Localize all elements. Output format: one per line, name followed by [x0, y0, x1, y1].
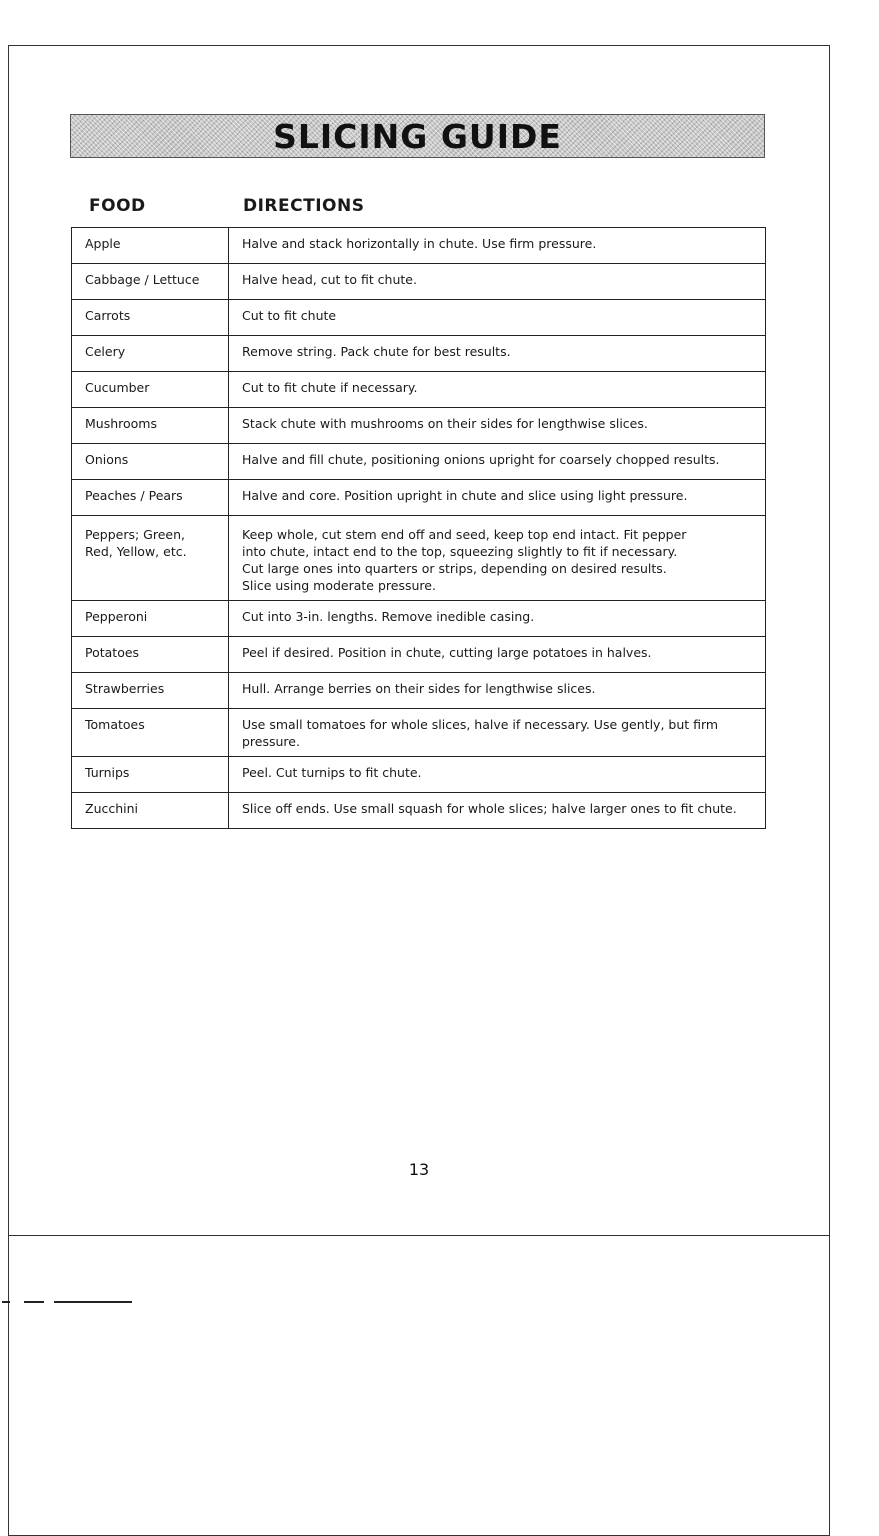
directions-cell: [229, 228, 766, 264]
food-name: Red, Yellow, etc.: [85, 544, 187, 559]
table-row: [72, 757, 766, 793]
direction-text: Cut to fit chute if necessary.: [242, 380, 418, 395]
table-row: [72, 673, 766, 709]
direction-text: Hull. Arrange berries on their sides for lengthwise slices.: [242, 681, 596, 696]
table-row: [72, 228, 766, 264]
food-cell: [72, 601, 229, 637]
direction-text: Peel if desired. Position in chute, cutting large potatoes in halves.: [242, 645, 652, 660]
food-cell: [72, 372, 229, 408]
direction-text: Stack chute with mushrooms on their sides for lengthwise slices.: [242, 416, 648, 431]
food-name: Celery: [85, 344, 126, 359]
direction-text: Halve head, cut to fit chute.: [242, 272, 417, 287]
table-body: [72, 228, 766, 829]
directions-cell: [229, 444, 766, 480]
food-name: Carrots: [85, 308, 131, 323]
food-cell: [72, 300, 229, 336]
food-cell: [72, 444, 229, 480]
food-name: Potatoes: [85, 645, 140, 660]
direction-text: Use small tomatoes for whole slices, halve if necessary. Use gently, but firm pressure.: [242, 717, 719, 749]
page-frame-bottom: [8, 1235, 830, 1236]
table-row: [72, 637, 766, 673]
food-name: Cucumber: [85, 380, 150, 395]
food-name: Apple: [85, 236, 121, 251]
directions-cell: [229, 709, 766, 757]
food-name: Pepperoni: [85, 609, 148, 624]
food-column-header: FOOD: [89, 196, 146, 216]
scan-mark: [54, 1301, 132, 1303]
food-cell: [72, 673, 229, 709]
food-cell: [72, 793, 229, 829]
direction-text: Cut into 3-in. lengths. Remove inedible casing.: [242, 609, 535, 624]
directions-cell: [229, 637, 766, 673]
table-row: [72, 709, 766, 757]
slicing-guide-table: [71, 227, 766, 829]
direction-text: Peel. Cut turnips to fit chute.: [242, 765, 422, 780]
food-cell: [72, 228, 229, 264]
directions-cell: [229, 793, 766, 829]
food-name: Turnips: [85, 765, 130, 780]
table-row: [72, 601, 766, 637]
table-row: [72, 480, 766, 516]
direction-text: Halve and stack horizontally in chute. Use firm pressure.: [242, 236, 597, 251]
food-cell: [72, 709, 229, 757]
directions-cell: [229, 757, 766, 793]
food-cell: [72, 757, 229, 793]
table-row: [72, 444, 766, 480]
direction-text: Cut to fit chute: [242, 308, 337, 323]
directions-cell: [229, 601, 766, 637]
food-cell: [72, 516, 229, 601]
food-name: Zucchini: [85, 801, 139, 816]
food-name: Strawberries: [85, 681, 165, 696]
direction-text: Slice off ends. Use small squash for whole slices; halve larger ones to fit chute.: [242, 801, 737, 816]
page-number: 13: [408, 1160, 430, 1179]
table-row: [72, 336, 766, 372]
page-title: SLICING GUIDE: [273, 116, 562, 156]
directions-cell: [229, 408, 766, 444]
title-banner: [70, 114, 765, 158]
directions-cell: [229, 516, 766, 601]
directions-cell: [229, 480, 766, 516]
food-cell: [72, 480, 229, 516]
direction-text: Halve and fill chute, positioning onions upright for coarsely chopped results.: [242, 452, 720, 467]
table-row: [72, 372, 766, 408]
directions-cell: [229, 673, 766, 709]
scan-mark: [2, 1301, 10, 1303]
table-row: [72, 793, 766, 829]
direction-text: Halve and core. Position upright in chute and slice using light pressure.: [242, 488, 688, 503]
food-name: Onions: [85, 452, 129, 467]
food-name: Peppers; Green,: [85, 527, 186, 542]
directions-cell: [229, 372, 766, 408]
food-cell: [72, 637, 229, 673]
food-name: Tomatoes: [85, 717, 145, 732]
direction-text: Cut large ones into quarters or strips, depending on desired results.: [242, 561, 667, 576]
food-name: Cabbage / Lettuce: [85, 272, 200, 287]
food-name: Peaches / Pears: [85, 488, 183, 503]
direction-text: Keep whole, cut stem end off and seed, keep top end intact. Fit pepper: [242, 527, 687, 542]
food-cell: [72, 408, 229, 444]
food-cell: [72, 336, 229, 372]
directions-cell: [229, 264, 766, 300]
directions-column-header: DIRECTIONS: [243, 196, 365, 216]
table-row: [72, 264, 766, 300]
food-cell: [72, 264, 229, 300]
food-name: Mushrooms: [85, 416, 157, 431]
directions-cell: [229, 336, 766, 372]
table-row: [72, 300, 766, 336]
direction-text: Remove string. Pack chute for best results.: [242, 344, 511, 359]
scan-mark: [24, 1301, 44, 1303]
table-row: [72, 408, 766, 444]
column-headers: [89, 196, 765, 222]
directions-cell: [229, 300, 766, 336]
direction-text: into chute, intact end to the top, squeezing slightly to fit if necessary.: [242, 544, 678, 559]
table-row: [72, 516, 766, 601]
direction-text: Slice using moderate pressure.: [242, 578, 436, 593]
